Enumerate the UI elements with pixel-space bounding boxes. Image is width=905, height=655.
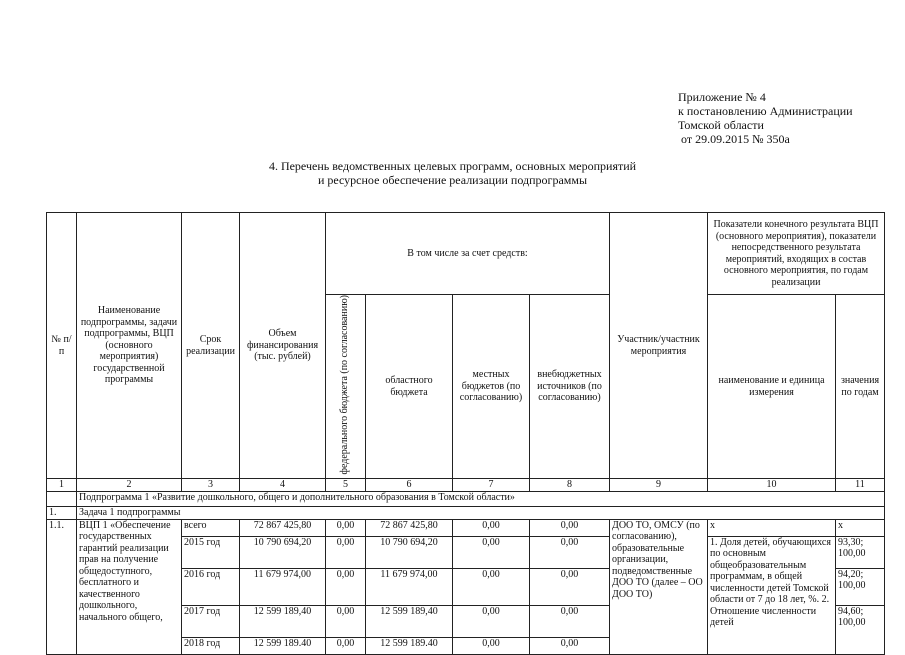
extra-cell: 0,00	[530, 605, 610, 637]
term-cell: 2015 год	[182, 536, 240, 568]
indicator-value: 93,30; 100,00	[836, 536, 885, 568]
header-row	[47, 213, 885, 295]
federal-cell: 0,00	[326, 519, 366, 536]
column-number: 8	[530, 479, 610, 492]
column-number: 11	[836, 479, 885, 492]
header-num: № п/п	[47, 213, 77, 479]
subprogram-num-cell	[47, 491, 77, 506]
volume-cell: 11 679 974,00	[240, 568, 326, 605]
column-number: 6	[366, 479, 453, 492]
vcp-name: ВЦП 1 «Обеспечение государственных гарантий реализации прав на получение общедоступного, бесплатного и качественного дошкольного, начального общего,	[77, 519, 182, 654]
term-cell: всего	[182, 519, 240, 536]
volume-cell: 12 599 189,40	[240, 605, 326, 637]
header-local: местных бюджетов (по согласованию)	[453, 295, 530, 479]
appendix-block	[678, 90, 853, 146]
page-title	[0, 159, 905, 187]
header-including: В том числе за счет средств:	[326, 213, 610, 295]
program-table	[46, 212, 885, 655]
local-cell: 0,00	[453, 519, 530, 536]
subprogram-title: Подпрограмма 1 «Развитие дошкольного, общего и дополнительного образования в Томской области»	[77, 491, 885, 506]
header-federal	[326, 295, 366, 479]
vcp-num: 1.1.	[47, 519, 77, 654]
title-line: и ресурсное обеспечение реализации подпрограммы	[317, 173, 588, 187]
header-participant: Участник/участник мероприятия	[610, 213, 708, 479]
federal-cell: 0,00	[326, 605, 366, 637]
regional-cell: 12 599 189.40	[366, 637, 453, 654]
title-line: 4. Перечень ведомственных целевых программ, основных мероприятий	[268, 159, 637, 173]
appendix-line: от 29.09.2015 № 350а	[678, 132, 790, 146]
federal-cell: 0,00	[326, 637, 366, 654]
indicator-value: 94,60; 100,00	[836, 605, 885, 654]
header-ind-name: наименование и единица измерения	[708, 295, 836, 479]
local-cell: 0,00	[453, 536, 530, 568]
header-extra: внебюджетных источников (по согласованию)	[530, 295, 610, 479]
task-num: 1.	[47, 506, 77, 519]
volume-cell: 12 599 189.40	[240, 637, 326, 654]
extra-cell: 0,00	[530, 519, 610, 536]
task-title: Задача 1 подпрограммы	[77, 506, 885, 519]
header-term: Срок реализации	[182, 213, 240, 479]
header-name: Наименование подпрограммы, задачи подпрограммы, ВЦП (основного мероприятия) государственной программы	[77, 213, 182, 479]
header-volume: Объем финансирования (тыс. рублей)	[240, 213, 326, 479]
header-federal-text: федерального бюджета (по согласованию)	[339, 295, 351, 475]
regional-cell: 10 790 694,20	[366, 536, 453, 568]
term-cell: 2018 год	[182, 637, 240, 654]
regional-cell: 72 867 425,80	[366, 519, 453, 536]
header-ind-values: значения по годам	[836, 295, 885, 479]
regional-cell: 12 599 189,40	[366, 605, 453, 637]
appendix-line: Приложение № 4	[678, 90, 766, 104]
column-number: 3	[182, 479, 240, 492]
table-row	[47, 519, 885, 536]
extra-cell: 0,00	[530, 536, 610, 568]
federal-cell: 0,00	[326, 568, 366, 605]
task-row	[47, 506, 885, 519]
indicator-total-name: x	[708, 519, 836, 536]
column-number: 10	[708, 479, 836, 492]
appendix-line: Томской области	[678, 118, 764, 132]
column-number: 9	[610, 479, 708, 492]
participant-cell: ДОО ТО, ОМСУ (по согласованию), образовательные организации, подведомственные ДОО ТО (далее – ОО ДОО ТО)	[610, 519, 708, 654]
volume-cell: 72 867 425,80	[240, 519, 326, 536]
term-cell: 2017 год	[182, 605, 240, 637]
extra-cell: 0,00	[530, 637, 610, 654]
column-number: 5	[326, 479, 366, 492]
indicator-value: 94,20; 100,00	[836, 568, 885, 605]
header-regional: областного бюджета	[366, 295, 453, 479]
column-number-row	[47, 479, 885, 492]
local-cell: 0,00	[453, 637, 530, 654]
federal-cell: 0,00	[326, 536, 366, 568]
local-cell: 0,00	[453, 568, 530, 605]
column-number: 1	[47, 479, 77, 492]
indicator-text: 1. Доля детей, обучающихся по основным общеобразовательным программам, в общей численности детей Томской области от 7 до 18 лет, %. 2. Отношение численности детей	[708, 536, 836, 654]
column-number: 7	[453, 479, 530, 492]
subprogram-row	[47, 491, 885, 506]
term-cell: 2016 год	[182, 568, 240, 605]
regional-cell: 11 679 974,00	[366, 568, 453, 605]
volume-cell: 10 790 694,20	[240, 536, 326, 568]
column-number: 2	[77, 479, 182, 492]
extra-cell: 0,00	[530, 568, 610, 605]
indicator-total-value: x	[836, 519, 885, 536]
local-cell: 0,00	[453, 605, 530, 637]
appendix-line: к постановлению Администрации	[678, 104, 853, 118]
header-indicators: Показатели конечного результата ВЦП (основного мероприятия), показатели непосредственного результата мероприятий, входящих в состав основного мероприятия, по годам реализации	[708, 213, 885, 295]
column-number: 4	[240, 479, 326, 492]
